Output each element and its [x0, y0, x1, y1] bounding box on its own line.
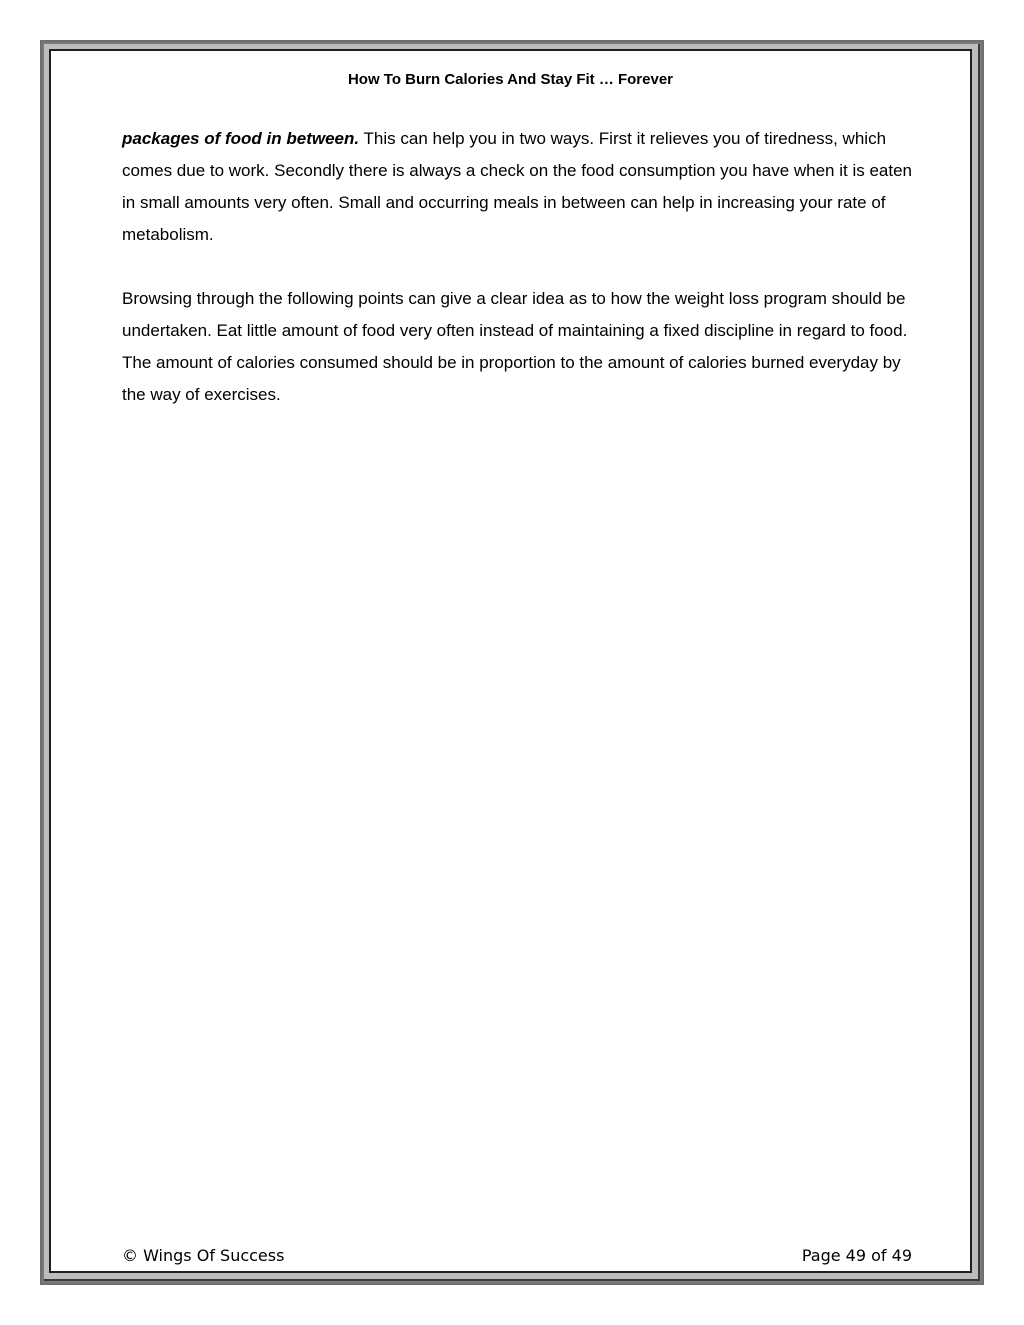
- paragraph-1: [122, 123, 912, 251]
- page-footer: [122, 1246, 912, 1265]
- footer-copyright: © Wings Of Success: [122, 1246, 285, 1265]
- paragraph-2: Browsing through the following points can give a clear idea as to how the weight loss program should be undertaken. Eat little amount of food very often instead of maintaining a fixed discipline in regard to food. The amount of calories consumed should be in proportion to the amount of calories burned everyday by the way of exercises.: [122, 289, 908, 404]
- page-frame: [40, 40, 984, 1285]
- page-border: [44, 44, 980, 1281]
- footer-page-number: Page 49 of 49: [801, 1246, 912, 1265]
- page: [49, 49, 972, 1273]
- paragraph-1-text: This can help you in two ways. First it relieves you of tiredness, which comes due to work. Secondly there is always a check on the food consumption you have when it is eaten in small amounts very often. Small and occurring meals in between can help in increasing your rate of metabolism.: [122, 129, 913, 244]
- running-header: How To Burn Calories And Stay Fit … Forever: [347, 71, 674, 88]
- body-text: [122, 123, 912, 443]
- paragraph-1-lead: packages of food in between.: [122, 129, 360, 148]
